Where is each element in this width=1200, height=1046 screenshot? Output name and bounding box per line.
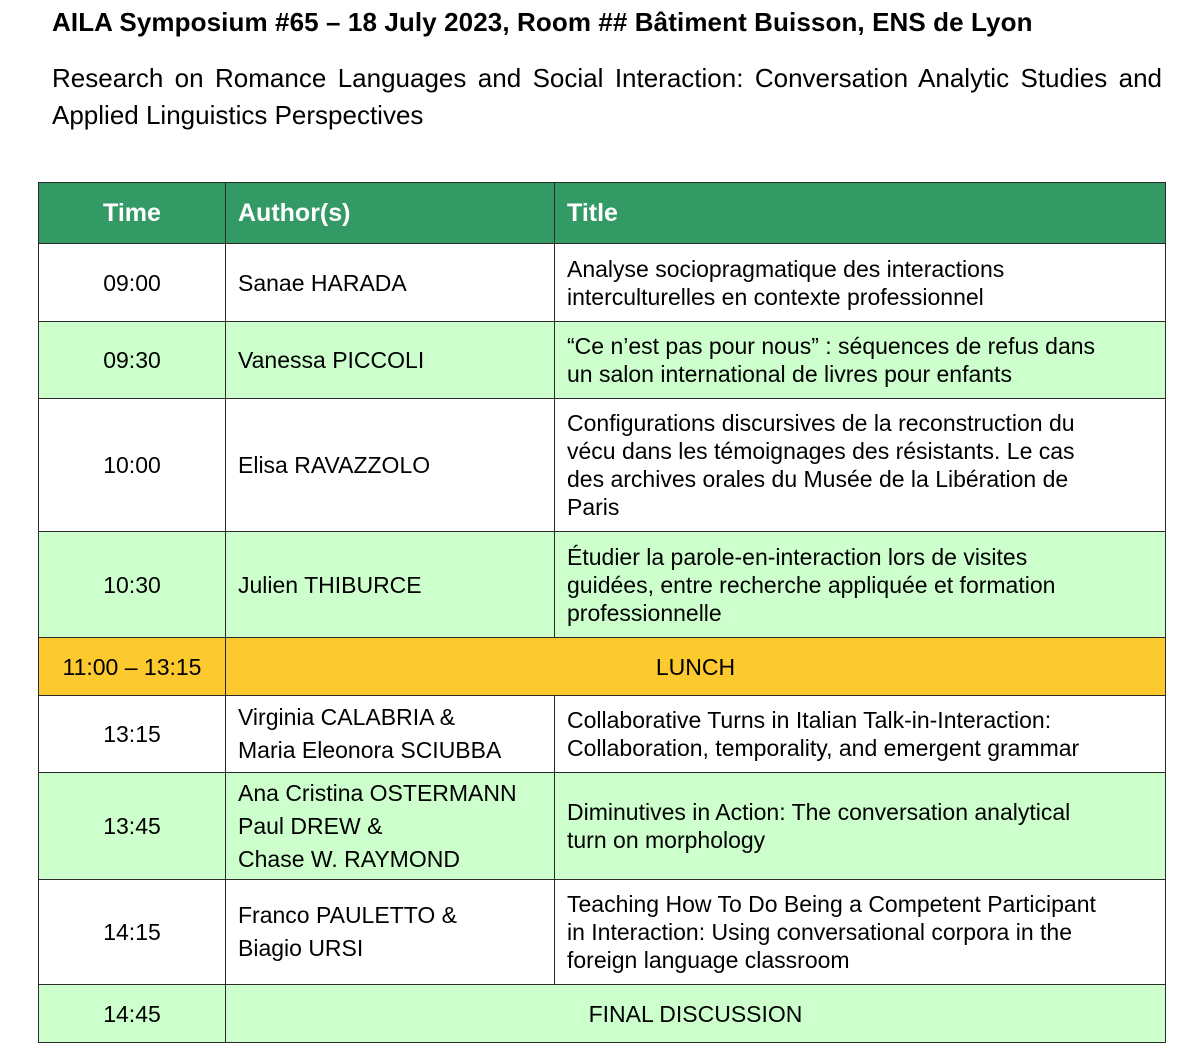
title-line: Paris xyxy=(567,494,620,520)
title-line: foreign language classroom xyxy=(567,947,850,973)
title-line: Collaboration, temporality, and emergent grammar xyxy=(567,735,1080,761)
title-cell xyxy=(555,244,1166,322)
title-cell xyxy=(555,696,1166,773)
title-line: “Ce n’est pas pour nous” : séquences de refus dans xyxy=(567,333,1096,359)
title-cell xyxy=(555,532,1166,638)
title-cell xyxy=(555,880,1166,985)
schedule-table xyxy=(38,182,1166,1043)
author-line: Chase W. RAYMOND xyxy=(238,845,460,872)
author-line: Ana Cristina OSTERMANN xyxy=(238,779,517,806)
title-line: in Interaction: Using conversational corpora in the xyxy=(567,919,1073,945)
title-line: Analyse sociopragmatique des interactions xyxy=(567,255,1005,282)
time-cell: 10:00 xyxy=(39,399,226,532)
table-row xyxy=(39,696,1166,773)
author-cell xyxy=(226,322,555,399)
page-title: AILA Symposium #65 – 18 July 2023, Room ## Bâtiment Buisson, ENS de Lyon xyxy=(52,7,1033,37)
table-row xyxy=(39,773,1166,880)
column-header-authors: Author(s) xyxy=(226,183,555,244)
title-line: Étudier la parole-en-interaction lors de visites xyxy=(567,543,1028,570)
title-line: Collaborative Turns in Italian Talk-in-Interaction: xyxy=(567,707,1052,733)
title-cell xyxy=(555,322,1166,399)
table-row xyxy=(39,399,1166,532)
title-line: professionnelle xyxy=(567,599,722,626)
author-line: Sanae HARADA xyxy=(238,269,407,296)
author-cell xyxy=(226,773,555,880)
author-cell xyxy=(226,532,555,638)
author-line: Elisa RAVAZZOLO xyxy=(238,452,431,478)
author-line: Vanessa PICCOLI xyxy=(238,347,425,373)
time-cell: 11:00 – 13:15 xyxy=(39,638,226,696)
time-cell: 09:30 xyxy=(39,322,226,399)
author-line: Maria Eleonora SCIUBBA xyxy=(238,737,502,763)
time-cell: 13:45 xyxy=(39,773,226,880)
table-row xyxy=(39,322,1166,399)
title-line: un salon international de livres pour enfants xyxy=(567,361,1012,387)
column-header-title: Title xyxy=(555,183,1166,244)
author-line: Biagio URSI xyxy=(238,935,364,961)
final-discussion-label: FINAL DISCUSSION xyxy=(226,985,1166,1043)
title-line: turn on morphology xyxy=(567,827,766,853)
author-line: Paul DREW & xyxy=(238,812,383,839)
table-header-row xyxy=(39,183,1166,244)
title-cell xyxy=(555,773,1166,880)
author-cell xyxy=(226,399,555,532)
time-cell: 09:00 xyxy=(39,244,226,322)
table-row xyxy=(39,532,1166,638)
title-line: Configurations discursives de la reconstruction du xyxy=(567,410,1075,436)
lunch-row xyxy=(39,638,1166,696)
author-cell xyxy=(226,696,555,773)
title-line: interculturelles en contexte professionnel xyxy=(567,283,984,310)
author-line: Franco PAULETTO & xyxy=(238,902,457,928)
page-subtitle: Research on Romance Languages and Social Interaction: Conversation Analytic Studies and Applied Linguistics Perspectives xyxy=(52,63,1162,130)
final-discussion-row xyxy=(39,985,1166,1043)
title-cell xyxy=(555,399,1166,532)
table-row xyxy=(39,244,1166,322)
title-line: des archives orales du Musée de la Libération de xyxy=(567,466,1069,492)
time-cell: 13:15 xyxy=(39,696,226,773)
column-header-time: Time xyxy=(39,183,226,244)
title-line: Teaching How To Do Being a Competent Participant xyxy=(567,891,1096,917)
author-line: Virginia CALABRIA & xyxy=(238,704,455,730)
time-cell: 14:45 xyxy=(39,985,226,1043)
author-cell xyxy=(226,880,555,985)
title-line: vécu dans les témoignages des résistants. Le cas xyxy=(567,438,1075,464)
table-row xyxy=(39,880,1166,985)
lunch-label: LUNCH xyxy=(226,638,1166,696)
author-line: Julien THIBURCE xyxy=(238,571,422,598)
time-cell: 14:15 xyxy=(39,880,226,985)
title-line: Diminutives in Action: The conversation analytical xyxy=(567,799,1071,825)
time-cell: 10:30 xyxy=(39,532,226,638)
title-line: guidées, entre recherche appliquée et formation xyxy=(567,571,1056,598)
author-cell xyxy=(226,244,555,322)
